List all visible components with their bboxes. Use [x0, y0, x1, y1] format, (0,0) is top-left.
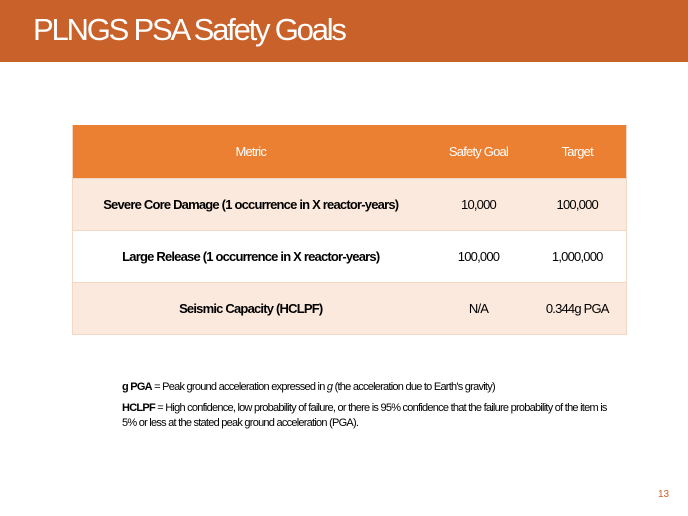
safety-goal-cell: 100,000 [429, 231, 529, 283]
slide-title: PLNGS PSA Safety Goals [33, 12, 345, 47]
table-header-row [73, 125, 627, 179]
note-gpga [122, 380, 622, 395]
table-row [73, 179, 627, 231]
target-cell: 1,000,000 [529, 231, 627, 283]
table-row [73, 283, 627, 335]
title-bar [0, 0, 688, 62]
safety-goals-table [72, 125, 627, 335]
header-target: Target [529, 125, 627, 179]
target-cell: 100,000 [529, 179, 627, 231]
target-cell: 0.344g PGA [529, 283, 627, 335]
note-text: (the acceleration due to Earth's gravity) [332, 381, 495, 393]
note-hclpf [122, 401, 622, 431]
table-row [73, 231, 627, 283]
note-text: = Peak ground acceleration expressed in [151, 381, 327, 393]
metric-cell: Large Release (1 occurrence in X reactor-years) [73, 231, 429, 283]
page-number: 13 [658, 489, 670, 500]
note-term: HCLPF [122, 402, 155, 414]
metric-cell: Seismic Capacity (HCLPF) [73, 283, 429, 335]
note-text: = High confidence, low probability of failure, or there is 95% confidence that the failure probability of the item is 5% or less at the stated peak ground acceleration (PGA). [122, 402, 607, 429]
header-metric: Metric [73, 125, 429, 179]
note-term: g PGA [122, 381, 152, 393]
safety-goal-cell: N/A [429, 283, 529, 335]
metric-cell: Severe Core Damage (1 occurrence in X reactor-years) [73, 179, 429, 231]
safety-goal-cell: 10,000 [429, 179, 529, 231]
header-safety-goal: Safety Goal [429, 125, 529, 179]
note-italic: g [326, 381, 333, 393]
footnotes [122, 380, 622, 437]
